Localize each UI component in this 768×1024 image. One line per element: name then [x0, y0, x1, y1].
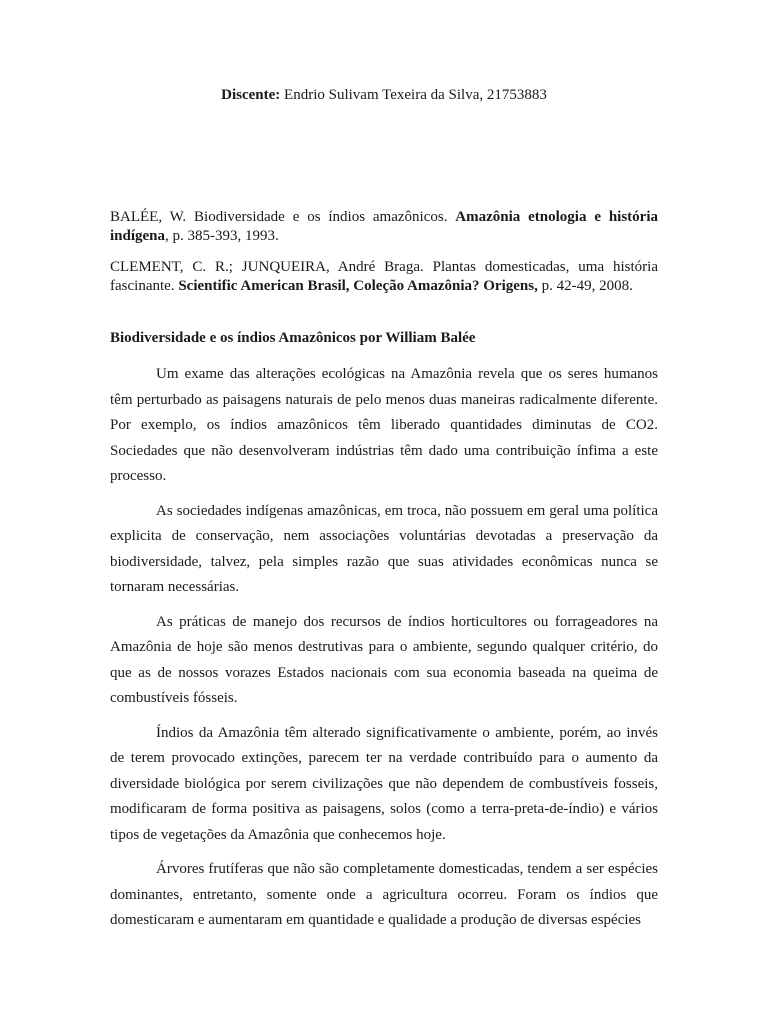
paragraph: As práticas de manejo dos recursos de índios horticultores ou forrageadores na Amazônia de hoje são menos destrutivas para o ambiente, segundo qualquer critério, do que as de nossos vorazes Estados nacionais com sua economia baseada na queima de combustíveis fósseis.: [110, 613, 658, 706]
references: [110, 208, 658, 308]
body-text: [110, 362, 658, 943]
reference-text: BALÉE, W. Biodiversidade e os índios amazônicos.: [110, 209, 456, 225]
reference-balee: [110, 208, 658, 246]
student-header: [0, 85, 768, 105]
reference-source: Scientific American Brasil, Coleção Amazônia? Origens,: [178, 278, 538, 294]
paragraph: Árvores frutíferas que não são completamente domesticadas, tendem a ser espécies dominantes, entretanto, somente onde a agricultura ocorreu. Foram os índios que domesticaram e aumentaram em quantidade e qualidade a produção de diversas espécies: [110, 861, 658, 928]
reference-pages: , p. 385-393, 1993.: [165, 228, 279, 244]
student-label: Discente:: [221, 87, 281, 103]
reference-clement: [110, 258, 658, 296]
reference-pages: p. 42-49, 2008.: [537, 278, 633, 294]
reference-text: CLEMENT, C. R.; JUNQUEIRA, André Braga. Plantas domesticadas, uma história fascinante.: [110, 259, 658, 294]
paragraph: As sociedades indígenas amazônicas, em troca, não possuem em geral uma política explicita de conservação, nem associações voluntárias devotadas a preservação da biodiversidade, talvez, pela simples razão que suas atividades econômicas nunca se tornaram necessárias.: [110, 502, 658, 595]
section-title: Biodiversidade e os índios Amazônicos por William Balée: [110, 330, 476, 346]
paragraph: Índios da Amazônia têm alterado significativamente o ambiente, porém, ao invés de terem provocado extinções, parecem ter na verdade contribuído para o aumento da diversidade biológica por serem civilizações que não dependem de combustíveis fosseis, modificaram de forma positiva as paisagens, solos (como a terra-preta-de-índio) e vários tipos de vegetações da Amazônia que conhecemos hoje.: [110, 724, 658, 843]
paragraph: Um exame das alterações ecológicas na Amazônia revela que os seres humanos têm perturbado as paisagens naturais de pelo menos duas maneiras radicalmente diferente. Por exemplo, os índios amazônicos têm liberado quantidades diminutas de CO2. Sociedades que não desenvolveram indústrias têm dado uma contribuição ínfima a este processo.: [110, 366, 658, 484]
student-name: Endrio Sulivam Texeira da Silva, 21753883: [284, 87, 547, 103]
reference-source: Amazônia etnologia e história indígena: [110, 209, 658, 244]
